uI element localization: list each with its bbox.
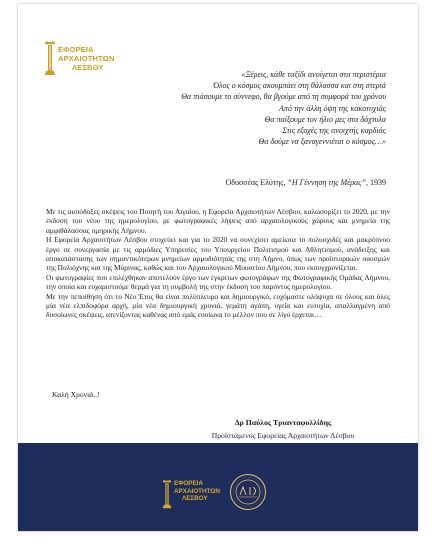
logo-line: ΑΡΧΑΙΟΤΗΤΩΝ (58, 54, 115, 63)
poem-attribution (150, 178, 386, 188)
poem-year: , 1939 (366, 178, 386, 187)
poem-line: Στις εξοχές της ανοιχτής καρδιάς (282, 126, 386, 136)
poem-line: «Ξέρεις, κάθε ταξίδι ανοίγεται στα περιστέρια (241, 70, 386, 79)
poem-line: Θα παίξουμε τον ήλιο μες στα δάχτυλα (264, 114, 386, 124)
poem-line: Από την άλλη όψη της κακοτυχιάς (279, 103, 386, 113)
ionic-column-icon (162, 478, 172, 510)
ministry-seal-icon (229, 473, 267, 511)
poem-work-title: “Η Γέννηση της Μέρας” (287, 178, 366, 187)
logo-line: ΛΕΣΒΟΥ (182, 495, 208, 503)
ionic-column-icon (44, 40, 56, 76)
poem-author: Οδυσσέας Ελύτης, (225, 178, 288, 187)
letter-body (46, 207, 390, 320)
signature-title: Προϊστάμενος Εφορείας Αρχαιοτήτων Λέσβου (211, 431, 355, 440)
footer-logo-text (174, 480, 234, 503)
logo-line: ΕΦΟΡΕΙΑ (174, 480, 203, 487)
logo-line: ΛΕΣΒΟΥ (72, 63, 104, 72)
poem-line: Θα δούμε να ξαναγεννιέται ο κόσμος…» (258, 137, 386, 147)
poem-line: Όλος ο κόσμος ακουμπάει στη θάλασσα και στη στεριά (213, 81, 386, 91)
poem-line: Θα πιάσουμε το σύννεφο, θα βγούμε από τη συμφορά του χρόνου (181, 92, 386, 102)
body-paragraph: Οι φωτογραφίες που επιλέχθηκαν αποτελούν έργο των έγκριτων φωτογράφων της Φωτογραφικής Ομάδας Λήμνου, την οποία και ευχαριστούμε θερμά για τη συμβολή της στην έκδοση του παρόντος ημερολογίου. (46, 272, 390, 292)
body-paragraph: Η Εφορεία Αρχαιοτήτων Λέσβου στοχεύει και για το 2020 να συνεχίσει αμείωτα το πολυσχιδές και μακρόπνοο έργο σε συνεργασία με τις αρμόδιες Υπηρεσίες του Υπουργείου Πολιτισμού και Αθλητισμού, ανάδειξης και αποκατάστασης των σημαντικότερων μνημείων αρμοδιότητάς της στη Λήμνο, όπως των προϊστορικών οικισμών της Πολιόχνης και της Μύρινας, καθώς και του Αρχαιολογικού Μουσείου Λήμνου, που εκσυγχρονίζεται. (46, 235, 390, 273)
body-paragraph: Με την πεποίθηση ότι το Νέο Έτος θα είναι πολύπλευρο και δημιουργικό, ευχόμαστε ολόψυχα σε όλους και όλες μία νέα ελπιδοφόρα αρχή, μία νέα δημιουργική χρονιά, γεμάτη αγάπη, υγεία και ευτυχία, απαλλαγμένη από δυσοίωνες σκέψεις, ατενίζοντας καθένας από εμάς ευοίωνα το μέλλον που σε λίγο έρχεται… (46, 291, 390, 320)
greeting: Καλή Χρονιά..! (52, 390, 100, 399)
header-logo (44, 38, 154, 78)
logo-line: ΑΡΧΑΙΟΤΗΤΩΝ (174, 487, 220, 495)
signature-name: Δρ Παύλος Τριανταφυλλίδης (234, 418, 332, 427)
footer-logo (162, 478, 222, 514)
poem-quote (150, 69, 386, 147)
header-logo-text (58, 45, 158, 72)
body-paragraph: Με τις αισιόδοξες σκέψεις του Ποιητή του Αιγαίου, η Εφορεία Αρχαιοτήτων Λέσβου, καλωσορίζει το 2020, με την έκδοση του νέου της ημερολογίου, με φωτογραφικές λήψεις από αρχαιολογικούς χώρους και μνημεία της αμφιθάλασσας ομηρικής Λήμνου. (46, 207, 390, 235)
logo-line: ΕΦΟΡΕΙΑ (58, 45, 94, 54)
